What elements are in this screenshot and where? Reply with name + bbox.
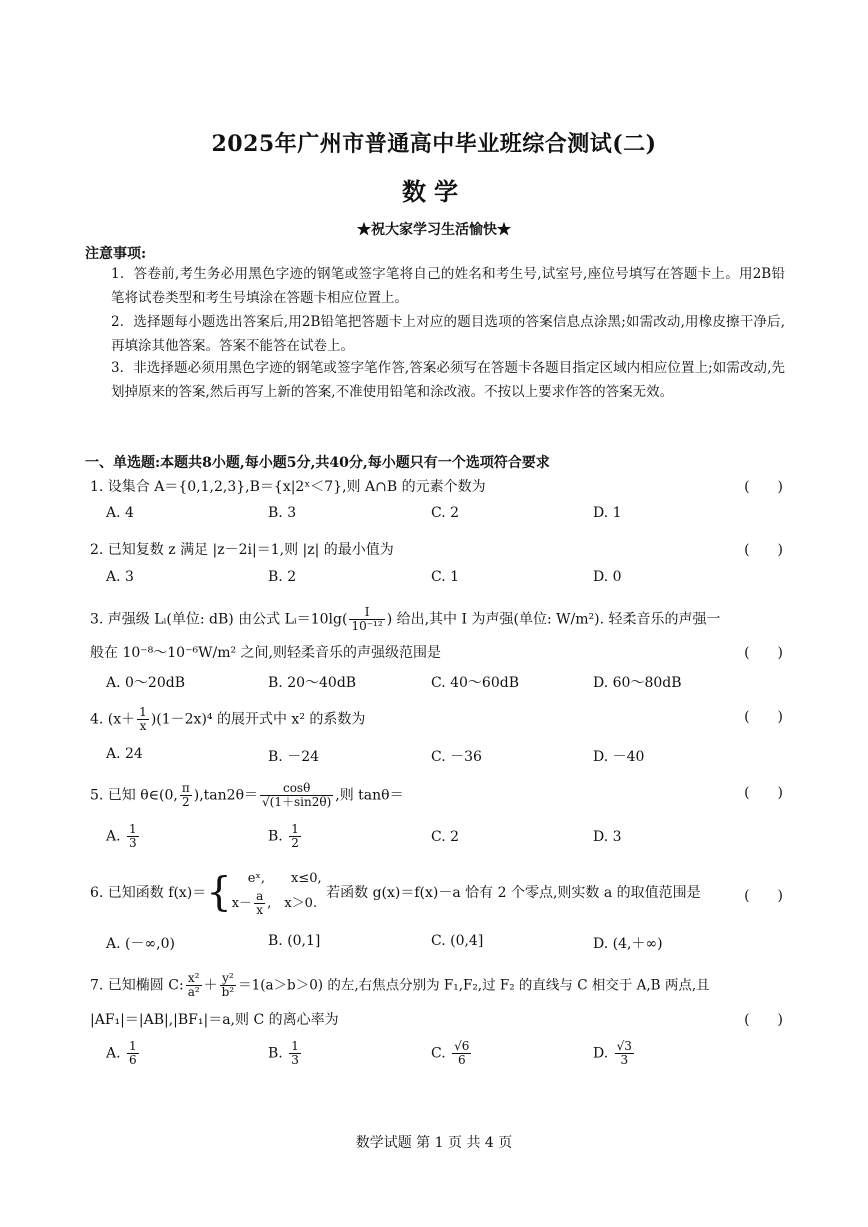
q3-answer-paren: ( ) <box>744 645 783 661</box>
q5-f1-num: π <box>181 781 190 795</box>
q7-a: 7. 已知椭圆 C: <box>90 977 184 994</box>
q3-option-a: A. 0～20dB <box>106 675 185 691</box>
question-4 <box>90 706 783 733</box>
q6-case2-a: x－ <box>231 896 253 911</box>
q3-line1-a: 3. 声强级 Lᵢ(单位: dB) 由公式 Lᵢ＝10lg( <box>90 611 348 628</box>
q7-f2-den: b² <box>221 985 235 999</box>
q7-line2: |AF₁|＝|AB|,|BF₁|＝a,则 C 的离心率为 <box>90 1012 339 1028</box>
q5-option-a-label: A. <box>106 828 121 845</box>
q7-option-d <box>593 1040 636 1067</box>
q3-line2: 般在 10⁻⁸～10⁻⁶W/m² 之间,则轻柔音乐的声强级范围是 <box>90 645 441 661</box>
q3-frac-num: I <box>349 606 384 620</box>
q7-plus: ＋ <box>203 977 218 994</box>
q6-cases <box>232 868 322 917</box>
page-footer: 数学试题 第 1 页 共 4 页 <box>355 1135 513 1151</box>
question-7-line2 <box>90 1009 783 1031</box>
q5-answer-paren: ( ) <box>744 785 783 801</box>
greeting-line: ★祝大家学习生活愉快★ <box>357 222 511 238</box>
subject-title: 数学 <box>402 177 466 206</box>
q7-f2-num: y² <box>220 972 237 986</box>
notice-item-3-text: 3．非选择题必须用黑色字迹的钢笔或签字笔作答,答案必须写在答题卡各题目指定区域内相应位置上;如需改动,先划掉原来的答案,然后再写上新的答案,不准使用铅笔和涂改液。不按以上要求作答的答案无效。 <box>111 360 785 400</box>
q7-b: ＝1(a＞b＞0) 的左,右焦点分别为 F₁,F₂,过 F₂ 的直线与 C 相交于 A,B 两点,且 <box>238 977 710 994</box>
q5-fraction-1 <box>180 782 192 809</box>
notice-item-1-text: 1．答卷前,考生务必用黑色字迹的钢笔或签字笔将自己的姓名和考生号,试室号,座位号填写在答题卡上。用2B铅笔将试卷类型和考生号填涂在答题卡相应位置上。 <box>111 266 785 306</box>
q7-option-c-den: 6 <box>457 1053 466 1067</box>
q1-option-c: C. 2 <box>431 505 460 521</box>
q6-case2-b: , x＞0. <box>267 896 318 911</box>
q7-option-c <box>431 1040 473 1067</box>
q4-a: 4. (x＋ <box>90 711 136 728</box>
q5-option-a <box>106 823 141 850</box>
q7-option-b-label: B. <box>268 1045 283 1062</box>
q6-b: 若函数 g(x)＝f(x)－a 恰有 2 个零点,则实数 a 的取值范围是 <box>326 884 701 901</box>
q3-option-c: C. 40～60dB <box>431 675 519 691</box>
q6-option-d: D. (4,＋∞) <box>593 936 663 952</box>
q1-option-a: A. 4 <box>106 505 134 521</box>
question-7 <box>90 972 783 999</box>
question-6 <box>90 868 783 917</box>
q3-option-b: B. 20～40dB <box>268 675 357 691</box>
q1-stem-c: ,则 A∩B 的元素个数为 <box>342 479 486 495</box>
q7-option-a-label: A. <box>106 1045 121 1062</box>
q4-frac-den: x <box>139 719 147 733</box>
question-3-line2 <box>90 642 783 664</box>
question-5 <box>90 782 783 809</box>
q4-answer-paren: ( ) <box>744 709 783 725</box>
q6-option-b: B. (0,1] <box>268 933 321 949</box>
notice-item-2-text: 2．选择题每小题选出答案后,用2B铅笔把答题卡上对应的题目选项的答案信息点涂黑;如需改动,用橡皮擦干净后,再填涂其他答案。答案不能答在试卷上。 <box>111 314 785 354</box>
q6-case1: eˣ, x≤0, <box>247 871 322 886</box>
q5-f2-num: cosθ <box>260 782 333 796</box>
q6-brace: { <box>206 869 232 916</box>
q1-option-b: B. 3 <box>268 505 297 521</box>
q7-option-c-frac <box>452 1040 471 1067</box>
q5-option-b-num: 1 <box>291 822 299 836</box>
q7-option-b-num: 1 <box>291 1039 299 1053</box>
q6-option-c: C. (0,4] <box>431 933 484 949</box>
q5-a: 5. 已知 θ∈(0, <box>90 787 178 804</box>
q4-option-d: D. －40 <box>593 749 645 765</box>
q7-fraction-2 <box>220 972 237 999</box>
q7-option-d-frac <box>615 1040 634 1067</box>
q3-line1-b: ) 给出,其中 I 为声强(单位: W/m²). 轻柔音乐的声强一 <box>386 611 721 628</box>
q4-fraction <box>137 706 149 733</box>
q6-case2-num: a <box>256 889 264 903</box>
q7-option-c-num: √6 <box>454 1039 470 1053</box>
q5-f1-den: 2 <box>182 795 190 809</box>
q5-c: ,则 tanθ＝ <box>335 787 404 804</box>
q2-option-c: C. 1 <box>431 569 460 585</box>
q2-answer-paren: ( ) <box>744 542 783 558</box>
q7-f1-den: a² <box>187 985 200 999</box>
q6-option-a: A. (－∞,0) <box>106 936 175 952</box>
q6-case2 <box>232 890 322 917</box>
q5-option-c: C. 2 <box>431 829 460 845</box>
q7-option-a-den: 6 <box>129 1053 137 1067</box>
q5-option-b <box>268 823 303 850</box>
q2-option-b: B. 2 <box>268 569 297 585</box>
notice-item-3 <box>85 356 785 404</box>
q7-option-d-den: 3 <box>620 1053 629 1067</box>
q5-option-a-frac <box>127 823 139 850</box>
q4-frac-num: 1 <box>139 705 147 719</box>
q5-option-a-den: 3 <box>129 836 137 850</box>
q4-option-a: A. 24 <box>106 746 143 762</box>
q7-option-d-num: √3 <box>616 1039 632 1053</box>
notice-heading: 注意事项: <box>85 246 147 262</box>
question-1 <box>90 476 783 498</box>
q6-case2-den: x <box>256 903 264 917</box>
q5-b: ),tan2θ＝ <box>193 787 259 804</box>
q3-frac-den: 10⁻¹² <box>351 619 383 633</box>
q7-option-a-num: 1 <box>129 1039 137 1053</box>
q1-option-d: D. 1 <box>593 505 622 521</box>
q7-option-c-label: C. <box>431 1045 446 1062</box>
notice-item-2 <box>85 310 785 358</box>
q7-option-b <box>268 1040 303 1067</box>
q4-option-b: B. －24 <box>268 749 320 765</box>
q5-f2-den: √(1＋sin2θ) <box>262 795 332 809</box>
q5-option-a-num: 1 <box>129 822 137 836</box>
section-heading: 一、单选题:本题共8小题,每小题5分,共40分,每小题只有一个选项符合要求 <box>85 455 550 471</box>
q7-option-d-label: D. <box>593 1045 609 1062</box>
q2-option-a: A. 3 <box>106 569 134 585</box>
q1-stem-a: 1. 设集合 <box>90 479 155 495</box>
q7-option-a <box>106 1040 141 1067</box>
q5-option-b-den: 2 <box>291 836 299 850</box>
q1-answer-paren: ( ) <box>744 479 783 495</box>
q5-option-b-frac <box>289 823 301 850</box>
q3-fraction <box>349 606 384 633</box>
q2-stem: 2. 已知复数 z 满足 |z－2i|＝1,则 |z| 的最小值为 <box>90 542 394 558</box>
q6-a: 6. 已知函数 f(x)＝ <box>90 884 207 901</box>
q7-answer-paren: ( ) <box>744 1012 783 1028</box>
q2-option-d: D. 0 <box>593 569 622 585</box>
q6-answer-paren: ( ) <box>744 888 783 904</box>
q4-b: )(1－2x)⁴ 的展开式中 x² 的系数为 <box>150 711 366 728</box>
question-2 <box>90 539 783 561</box>
q6-case2-frac <box>254 890 265 917</box>
q7-option-b-den: 3 <box>291 1053 299 1067</box>
q4-option-c: C. －36 <box>431 749 482 765</box>
q5-option-d: D. 3 <box>593 829 622 845</box>
q7-option-b-frac <box>289 1040 301 1067</box>
exam-title: 2025年广州市普通高中毕业班综合测试(二) <box>211 131 657 157</box>
q7-f1-num: x² <box>186 972 202 986</box>
question-3 <box>90 606 783 633</box>
q7-option-a-frac <box>127 1040 139 1067</box>
q7-fraction-1 <box>186 972 202 999</box>
q5-fraction-2 <box>260 782 333 809</box>
q3-option-d: D. 60～80dB <box>593 675 682 691</box>
notice-item-1 <box>85 262 785 310</box>
q5-option-b-label: B. <box>268 828 283 845</box>
q1-stem-b: A＝{0,1,2,3},B＝{x|2ˣ＜7} <box>154 479 343 495</box>
